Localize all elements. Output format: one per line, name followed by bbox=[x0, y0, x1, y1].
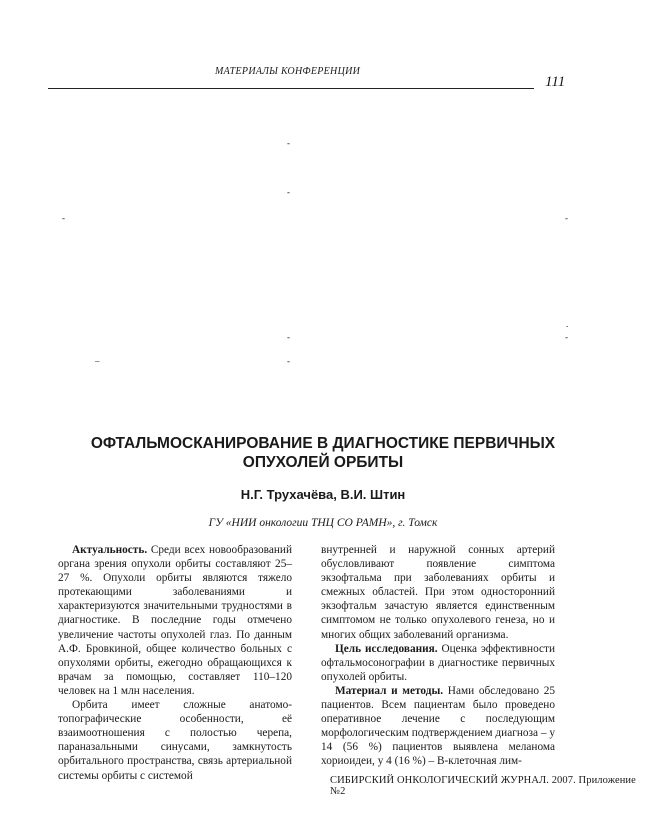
aim-text: Оценка эффективности офтальмосонографии в диагностике первичных опухолей орбиты. bbox=[321, 642, 555, 683]
stray-mark: - bbox=[565, 332, 568, 342]
relevance-text: Среди всех новообразований органа зрения опухоли орбиты составляют 25–27 %. Опухоли орбиты являются тяжело протекающими заболеваниями и характеризуются значительными трудностями в диагностике. В последние годы отмечено увеличение частоты опухолей глаз. По данным А.Ф. Бровкиной, общее количество больных с опухолями орбиты, ежегодно обращающихся к врачам за помощью, составляет 110–120 человек на 1 млн населения. bbox=[58, 544, 292, 697]
paragraph-relevance bbox=[58, 543, 292, 698]
stray-mark: – bbox=[95, 356, 100, 366]
authors: Н.Г. Трухачёва, В.И. Штин bbox=[240, 487, 406, 502]
stray-mark: - bbox=[565, 213, 568, 223]
stray-mark: - bbox=[287, 187, 290, 197]
stray-mark: . bbox=[566, 319, 569, 329]
paragraph-aim bbox=[321, 642, 555, 684]
paragraph-methods bbox=[321, 684, 555, 769]
affiliation: ГУ «НИИ онкологии ТНЦ СО РАМН», г. Томск bbox=[208, 517, 438, 529]
journal-footer: СИБИРСКИЙ ОНКОЛОГИЧЕСКИЙ ЖУРНАЛ. 2007. Приложение №2 bbox=[330, 775, 636, 797]
title-line-2: ОПУХОЛЕЙ ОРБИТЫ bbox=[242, 454, 404, 471]
methods-label: Материал и методы. bbox=[335, 684, 444, 697]
stray-mark: - bbox=[287, 356, 290, 366]
text-column-right bbox=[321, 543, 555, 769]
running-head: МАТЕРИАЛЫ КОНФЕРЕНЦИИ bbox=[215, 66, 361, 77]
title-line-1: ОФТАЛЬМОСКАНИРОВАНИЕ В ДИАГНОСТИКЕ ПЕРВИЧНЫХ bbox=[90, 435, 556, 452]
paragraph-anatomy-continued: внутренней и наружной сонных артерий обусловливают появление симптома экзофтальма при заболеваниях орбиты и смежных областей. При этом односторонний экзофтальм зачастую является единственным симптомом не только опухолевого генеза, но и многих общих заболеваний организма. bbox=[321, 544, 555, 641]
stray-mark: - bbox=[287, 138, 290, 148]
page-number: 111 bbox=[545, 74, 566, 90]
stray-mark: - bbox=[62, 213, 65, 223]
text-column-left bbox=[58, 543, 292, 783]
aim-label: Цель исследования. bbox=[335, 642, 438, 655]
paragraph-anatomy: Орбита имеет сложные анатомо-топографические особенности, её взаимоотношения с полостью черепа, параназальными синусами, замкнутость орбитального пространства, связь артериальной системы орбиты с системой bbox=[58, 699, 292, 782]
methods-text: Нами обследовано 25 пациентов. Всем пациентам было проведено оперативное лечение с последующим морфологическим подтверждением диагноза – у 14 (56 %) пациентов выявлена меланома хориоидеи, у 4 (16 %) – В-клеточная лим- bbox=[321, 684, 555, 768]
header-rule bbox=[48, 88, 534, 89]
relevance-label: Актуальность. bbox=[72, 544, 148, 556]
stray-mark: - bbox=[287, 332, 290, 342]
article-title bbox=[40, 434, 606, 472]
